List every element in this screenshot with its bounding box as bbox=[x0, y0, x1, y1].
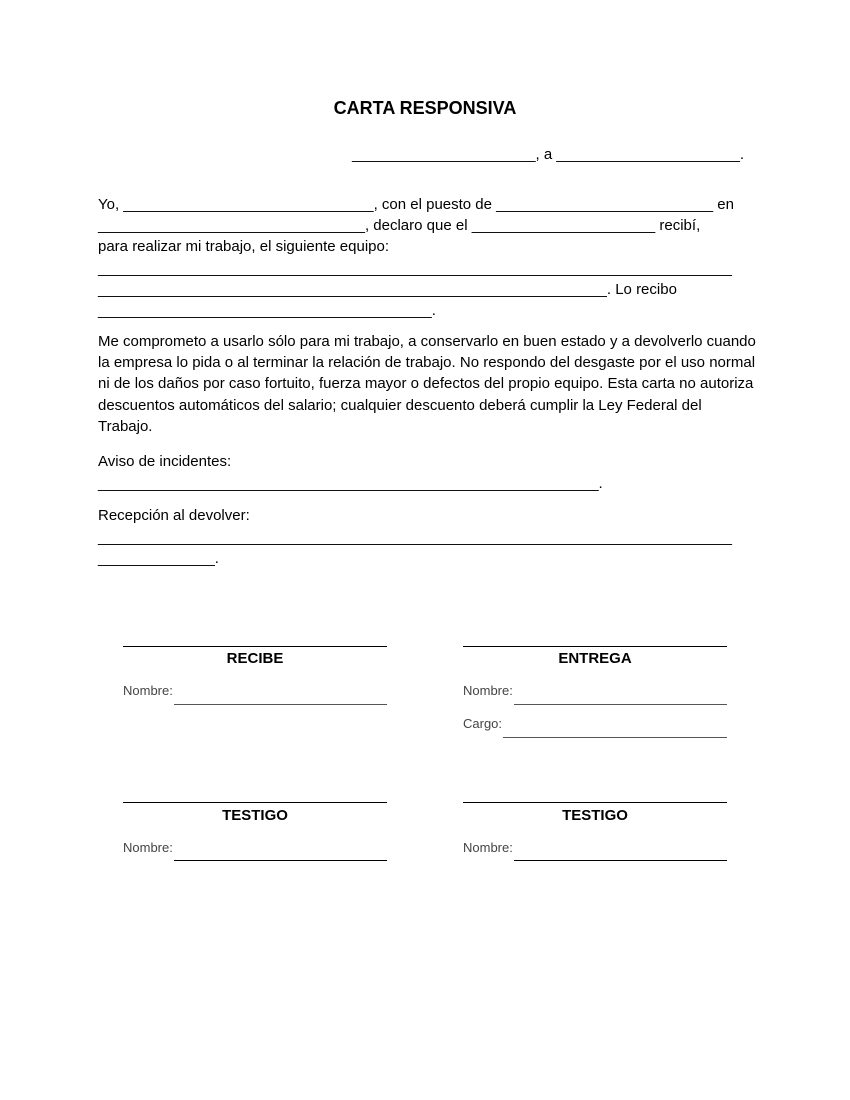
cargo-field[interactable] bbox=[503, 737, 727, 738]
cargo-label: Cargo: bbox=[463, 716, 503, 731]
signature-rule bbox=[123, 802, 387, 803]
return-line-1: ____________________________________________________________________________ bbox=[98, 529, 733, 546]
intro-line-1: Yo, ______________________________, con el puesto de __________________________ en bbox=[98, 196, 734, 213]
return-line-2: ______________. bbox=[98, 550, 219, 567]
signature-rule bbox=[123, 646, 387, 647]
nombre-field[interactable] bbox=[174, 860, 387, 861]
intro-line-3: para realizar mi trabajo, el siguiente equipo: bbox=[98, 238, 389, 255]
nombre-field[interactable] bbox=[174, 704, 387, 705]
intro-line-2: ________________________________, declaro que el ______________________ recibí, bbox=[98, 217, 701, 234]
signature-title: ENTREGA bbox=[558, 650, 632, 667]
signature-title: RECIBE bbox=[226, 650, 284, 667]
nombre-field[interactable] bbox=[514, 704, 727, 705]
return-label: Recepción al devolver: bbox=[98, 507, 250, 524]
nombre-field[interactable] bbox=[514, 860, 727, 861]
nombre-label: Nombre: bbox=[123, 840, 173, 855]
nombre-label: Nombre: bbox=[463, 683, 513, 698]
nombre-label: Nombre: bbox=[463, 840, 513, 855]
place-date-line: ______________________, a ______________________. bbox=[352, 146, 745, 163]
equipment-line-2: _____________________________________________________________. Lo recibo bbox=[98, 281, 677, 298]
signature-rule bbox=[463, 802, 727, 803]
signature-rule bbox=[463, 646, 727, 647]
equipment-line-3: ________________________________________. bbox=[98, 302, 436, 319]
nombre-label: Nombre: bbox=[123, 683, 173, 698]
incidents-label: Aviso de incidentes: bbox=[98, 453, 232, 470]
document-title: CARTA RESPONSIVA bbox=[333, 98, 517, 118]
equipment-line-1: ____________________________________________________________________________ bbox=[98, 260, 733, 277]
signature-title: TESTIGO bbox=[562, 807, 628, 824]
commitment-paragraph: Me comprometo a usarlo sólo para mi trabajo, a conservarlo en buen estado y a devolverlo cuando la empresa lo pida o al terminar la relación de trabajo. No respondo del desgaste por el uso normal ni de los daños por caso fortuito, fuerza mayor o defectos del propio equipo. Esta carta no autoriza descuentos automáticos del salario; cualquier descuento deberá cumplir la Ley Federal del Trabajo. bbox=[98, 333, 756, 435]
incidents-line: ____________________________________________________________. bbox=[98, 475, 603, 492]
signature-title: TESTIGO bbox=[222, 807, 288, 824]
